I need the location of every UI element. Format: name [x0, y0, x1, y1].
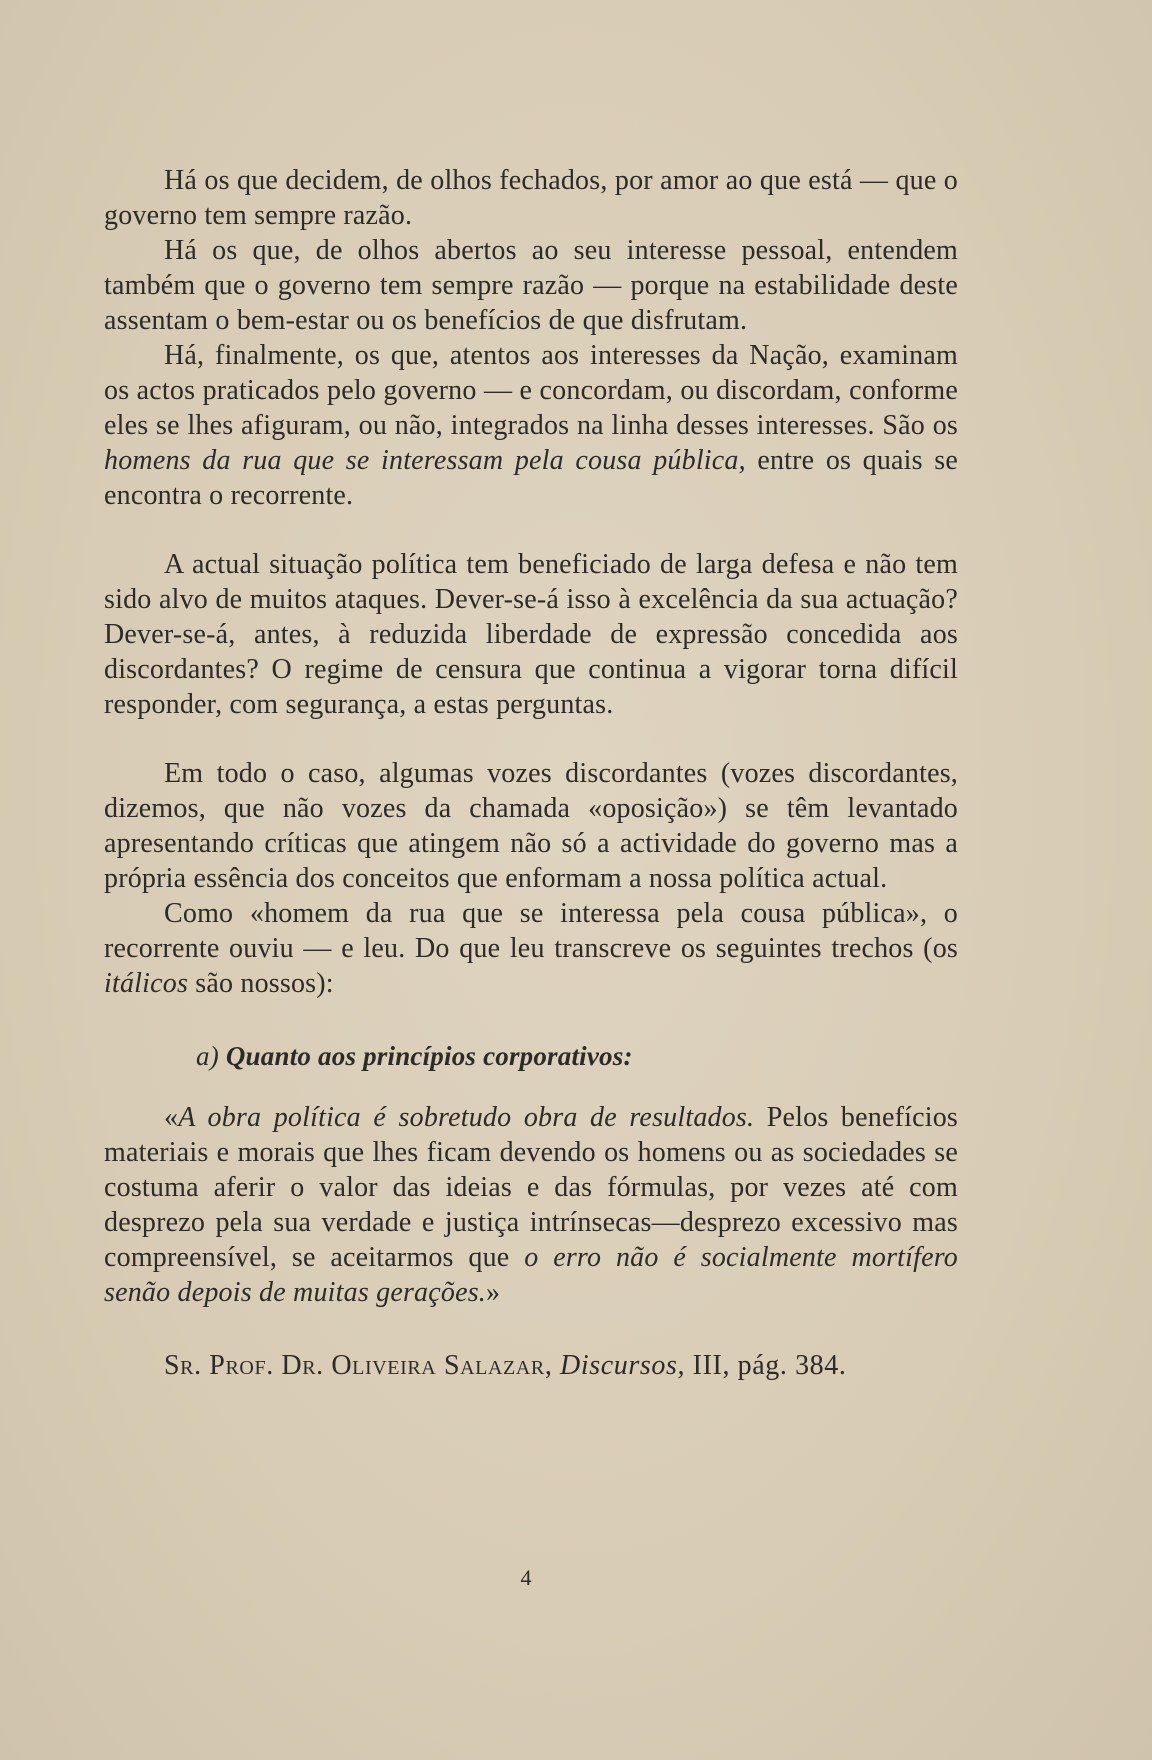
section-heading [104, 1039, 958, 1074]
paragraph-3-text: Há, finalmente, os que, atentos aos interesses da Nação, examinam os actos praticados pelo governo — e concordam, ou discordam, conforme eles se lhes afiguram, ou não, integrados na linha desses interesses. São os [104, 340, 958, 441]
section-heading-title: Quanto aos princípios corporativos: [225, 1041, 633, 1071]
quote-italic-end: o erro não é socialmente mortífero senão depois de muitas gerações. [104, 1242, 958, 1308]
salazar-quote [104, 1100, 958, 1310]
quote-italic-start: A obra política é sobretudo obra de resultados. [178, 1102, 755, 1133]
paragraph-6 [104, 896, 958, 1001]
citation-reference: III, pág. 384. [692, 1350, 847, 1381]
citation [104, 1348, 958, 1383]
page-number: 4 [520, 1565, 532, 1590]
body-text [104, 163, 958, 1383]
paragraph-6-text: Como «homem da rua que se interessa pela cousa pública», o recorrente ouviu — e leu. Do que leu transcreve os seguintes trechos (os [104, 898, 958, 964]
quote-open-mark: « [164, 1102, 179, 1133]
paragraph-3-tail: entre os quais se encontra o recorrente. [104, 445, 958, 511]
quote-body: Pelos benefícios materiais e morais que lhes ficam devendo os homens ou as sociedades se costuma aferir o valor das ideias e das fórmulas, por vezes até com desprezo pela sua verdade e justiça intrínsecas—desprezo excessivo mas compreensível, se aceitarmos que [104, 1102, 958, 1273]
citation-work: Discursos, [560, 1350, 686, 1381]
section-heading-letter: a) [196, 1041, 219, 1071]
paragraph-6-tail: são nossos): [188, 968, 334, 999]
paragraph-2: Há os que, de olhos abertos ao seu interesse pessoal, entendem também que o governo tem sempre razão — porque na estabilidade deste assentam o bem-estar ou os benefícios de que disfrutam. [104, 235, 958, 336]
paragraph-5: Em todo o caso, algumas vozes discordantes (vozes discordantes, dizemos, que não vozes da chamada «oposição») se têm levantado apresentando críticas que atingem não só a actividade do governo mas a própria essência dos conceitos que enformam a nossa política actual. [104, 758, 958, 894]
quote-close-mark: » [486, 1277, 501, 1308]
paragraph-3-italic: homens da rua que se interessam pela cousa pública, [104, 445, 746, 476]
paragraph-1: Há os que decidem, de olhos fechados, por amor ao que está — que o governo tem sempre razão. [104, 165, 958, 231]
paragraph-4: A actual situação política tem beneficiado de larga defesa e não tem sido alvo de muitos ataques. Dever-se-á isso à excelência da sua actuação? Dever-se-á, antes, à reduzida liberdade de expressão concedida aos discordantes? O regime de censura que continua a vigorar torna difícil responder, com segurança, a estas perguntas. [104, 549, 958, 720]
paragraph-6-italic: itálicos [104, 968, 189, 999]
paragraph-3 [104, 338, 958, 513]
citation-author: Sr. Prof. Dr. Oliveira Salazar, [164, 1350, 553, 1381]
